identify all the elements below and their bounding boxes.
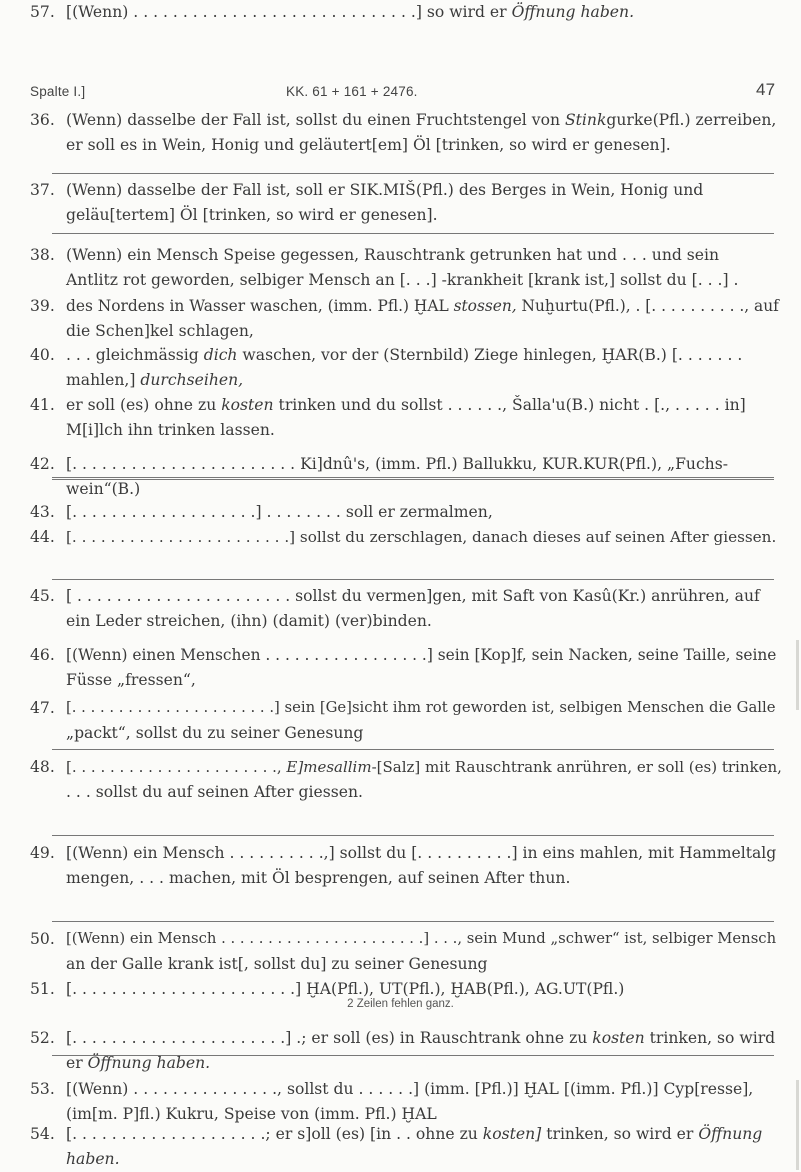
entry-number: 40. xyxy=(30,346,55,364)
text-segment: die Schen]kel schlagen, xyxy=(66,321,254,340)
page-edge-mark xyxy=(796,640,799,710)
entry-line xyxy=(30,0,782,25)
text-segment: [. . . . . . . . . . . . . . . . . . . . . . . Ki]dnû's, (imm. Pfl.) Ballukku, KUR.KUR(Pfl.), „Fuchs- xyxy=(66,455,728,473)
text-segment: „packt“, sollst du zu seiner Genesung xyxy=(66,723,364,742)
entry-line xyxy=(30,108,782,133)
text-entry xyxy=(30,696,782,745)
text-entry xyxy=(30,178,782,227)
italic-segment: stossen, xyxy=(453,297,517,315)
separator-rule xyxy=(52,921,774,922)
italic-segment: haben. xyxy=(66,1149,120,1168)
separator-rule xyxy=(52,1055,774,1056)
text-segment: (Wenn) dasselbe der Fall ist, soll er SIK.MIŠ(Pfl.) des Berges in Wein, Honig und xyxy=(66,181,704,199)
entry-line xyxy=(30,418,782,443)
text-segment: wein“(B.) xyxy=(66,479,141,498)
text-entry xyxy=(30,0,782,25)
text-entry xyxy=(30,343,782,392)
entry-line xyxy=(30,1026,782,1051)
text-entry xyxy=(30,1026,782,1075)
text-segment: [. . . . . . . . . . . . . . . . . . . . . . .] sollst du zerschlagen, danach dieses auf seinen After giessen. xyxy=(66,528,777,546)
separator-rule xyxy=(52,749,774,750)
italic-segment: kosten xyxy=(221,396,274,414)
entry-line xyxy=(30,477,782,502)
entry-line xyxy=(30,780,782,805)
separator-rule xyxy=(52,579,774,580)
text-entry xyxy=(30,1077,782,1126)
entry-number: 52. xyxy=(30,1029,55,1047)
entry-number: 39. xyxy=(30,297,55,315)
entry-line xyxy=(30,1122,782,1147)
entry-number: 57. xyxy=(30,3,55,21)
entry-line xyxy=(30,319,782,344)
text-segment: waschen, vor der (Sternbild) Ziege hinlegen, ḪAR(B.) [. . . . . . . xyxy=(237,346,743,364)
text-segment: gurke(Pfl.) zerreiben, xyxy=(606,111,777,129)
header-reference: KK. 61 + 161 + 2476. xyxy=(286,84,418,99)
text-segment: [(Wenn) . . . . . . . . . . . . . . ., sollst du . . . . . .] (imm. [Pfl.)] ḪAL [(imm. Pfl.)] Cyp[resse], xyxy=(66,1080,754,1098)
page-number: 47 xyxy=(756,80,776,99)
entry-line xyxy=(30,668,782,693)
entry-line xyxy=(30,866,782,891)
entry-line xyxy=(30,696,782,721)
text-segment: mengen, . . . machen, mit Öl besprengen, auf seinen After thun. xyxy=(66,868,571,887)
italic-segment: kosten] xyxy=(482,1125,542,1143)
text-segment: . . . sollst du auf seinen After giessen. xyxy=(66,782,363,801)
text-segment: geläu[tertem] Öl [trinken, so wird er genesen]. xyxy=(66,205,438,224)
entry-line xyxy=(30,500,782,525)
text-segment: er xyxy=(66,1053,88,1072)
entry-line xyxy=(30,393,782,418)
separator-rule xyxy=(52,835,774,836)
entry-number: 47. xyxy=(30,699,55,717)
entry-line xyxy=(30,133,782,158)
entry-line xyxy=(30,755,782,780)
text-segment: [(Wenn) ein Mensch . . . . . . . . . .,] sollst du [. . . . . . . . . .] in eins mahlen, mit Hammeltalg xyxy=(66,844,777,862)
text-entry xyxy=(30,108,782,157)
text-entry xyxy=(30,1122,782,1171)
text-entry xyxy=(30,525,782,550)
text-entry xyxy=(30,500,782,525)
text-entry xyxy=(30,927,782,976)
entry-number: 44. xyxy=(30,528,55,546)
text-segment: [. . . . . . . . . . . . . . . . . . . .; er s]oll (es) [in . . ohne zu xyxy=(66,1125,483,1143)
entry-line xyxy=(30,178,782,203)
text-segment: [. . . . . . . . . . . . . . . . . . . . . .] sein [Ge]sicht ihm rot geworden ist, selbigen Menschen die Galle xyxy=(66,699,776,716)
italic-segment: Öffnung haben. xyxy=(511,3,635,21)
text-segment: trinken und du sollst . . . . . ., Šalla'u(B.) nicht . [., . . . . . in] xyxy=(273,396,746,414)
text-segment: (Wenn) dasselbe der Fall ist, sollst du einen Fruchtstengel von xyxy=(66,111,565,129)
text-segment: M[i]lch ihn trinken lassen. xyxy=(66,420,275,439)
entry-number: 53. xyxy=(30,1080,55,1098)
text-segment: ein Leder streichen, (ihn) (damit) (ver)binden. xyxy=(66,611,432,630)
entry-line xyxy=(30,584,782,609)
text-segment: [. . . . . . . . . . . . . . . . . . .] . . . . . . . . soll er zermalmen, xyxy=(66,503,493,521)
italic-segment: dich xyxy=(203,346,238,364)
text-entry xyxy=(30,643,782,692)
page-edge-mark xyxy=(796,1080,799,1170)
italic-segment: Öffnung xyxy=(698,1125,763,1143)
text-segment: Füsse „fressen“, xyxy=(66,670,196,689)
text-entry xyxy=(30,841,782,890)
entry-line xyxy=(30,343,782,368)
italic-segment: Stink xyxy=(564,111,607,129)
entry-number: 54. xyxy=(30,1125,55,1143)
text-segment: (Wenn) ein Mensch Speise gegessen, Rauschtrank getrunken hat und . . . und sein xyxy=(66,246,720,264)
entry-number: 51. xyxy=(30,980,55,998)
text-segment: [. . . . . . . . . . . . . . . . . . . . . .] .; er soll (es) in Rauschtrank ohne zu xyxy=(66,1029,593,1047)
text-segment: trinken, so wird xyxy=(644,1029,776,1047)
entry-number: 43. xyxy=(30,503,55,521)
entry-number: 38. xyxy=(30,246,55,264)
text-segment: Nuḫurtu(Pfl.), . [. . . . . . . . . ., auf xyxy=(516,297,779,315)
header-column-label: Spalte I.] xyxy=(30,84,86,99)
italic-segment: durchseihen, xyxy=(140,370,244,389)
entry-number: 49. xyxy=(30,844,55,862)
entry-number: 42. xyxy=(30,455,55,473)
entry-line xyxy=(30,525,782,550)
entry-line xyxy=(30,952,782,977)
italic-segment: E]mesallim xyxy=(286,758,372,776)
italic-segment: kosten xyxy=(592,1029,645,1047)
text-segment: er soll (es) ohne zu xyxy=(66,396,222,414)
entry-line xyxy=(30,294,782,319)
separator-rule xyxy=(52,233,774,234)
text-segment: [(Wenn) einen Menschen . . . . . . . . . . . . . . . . .] sein [Kop]f, sein Nacken, seine Taille, seine xyxy=(66,646,777,664)
footnote: 2 Zeilen fehlen ganz. xyxy=(347,998,454,1010)
entry-line xyxy=(30,203,782,228)
text-segment: [ . . . . . . . . . . . . . . . . . . . . . . sollst du vermen]gen, mit Saft von Kasû(Kr.) anrühren, auf xyxy=(66,587,760,605)
text-segment: -[Salz] mit Rauschtrank anrühren, er soll (es) trinken, xyxy=(371,758,782,776)
text-segment: . . . gleichmässig xyxy=(66,346,204,364)
text-entry xyxy=(30,584,782,633)
entry-line xyxy=(30,927,782,952)
text-segment: mahlen,] xyxy=(66,370,141,389)
text-segment: [(Wenn) . . . . . . . . . . . . . . . . . . . . . . . . . . . . .] so wird er xyxy=(66,3,512,21)
entry-line xyxy=(30,452,782,477)
text-segment: [(Wenn) ein Mensch . . . . . . . . . . . . . . . . . . . . . .] . . ., sein Mund „schwer“ ist, selbiger Mensch xyxy=(66,930,777,947)
separator-rule xyxy=(52,477,774,480)
entry-number: 48. xyxy=(30,758,55,776)
text-segment: an der Galle krank ist[, sollst du] zu seiner Genesung xyxy=(66,954,488,973)
entry-line xyxy=(30,368,782,393)
entry-line xyxy=(30,243,782,268)
entry-line xyxy=(30,1077,782,1102)
italic-segment: Öffnung haben. xyxy=(87,1053,211,1072)
entry-line xyxy=(30,841,782,866)
entry-number: 37. xyxy=(30,181,55,199)
text-segment: [. . . . . . . . . . . . . . . . . . . . . ., xyxy=(66,758,287,776)
text-segment: trinken, so wird er xyxy=(541,1125,699,1143)
text-entry xyxy=(30,755,782,804)
text-segment: Antlitz rot geworden, selbiger Mensch an [. . .] -krankheit [krank ist,] sollst du [. . .] . xyxy=(66,270,739,289)
text-segment: des Nordens in Wasser waschen, (imm. Pfl.) ḪAL xyxy=(66,297,454,315)
entry-number: 50. xyxy=(30,930,55,948)
entry-number: 41. xyxy=(30,396,55,414)
text-segment: er soll es in Wein, Honig und geläutert[em] Öl [trinken, so wird er genesen]. xyxy=(66,135,671,154)
text-entry xyxy=(30,393,782,442)
text-segment: [. . . . . . . . . . . . . . . . . . . . . . .] ḪA(Pfl.), UT(Pfl.), ḪAB(Pfl.), AG.UT(Pfl.) xyxy=(66,980,625,998)
text-entry xyxy=(30,243,782,292)
entry-line xyxy=(30,609,782,634)
entry-line xyxy=(30,721,782,746)
separator-rule xyxy=(52,173,774,174)
entry-line xyxy=(30,268,782,293)
entry-number: 46. xyxy=(30,646,55,664)
entry-number: 45. xyxy=(30,587,55,605)
entry-number: 36. xyxy=(30,111,55,129)
entry-line xyxy=(30,1147,782,1172)
entry-line xyxy=(30,643,782,668)
text-entry xyxy=(30,294,782,343)
text-segment: (im[m. P]fl.) Kukru, Speise von (imm. Pfl.) ḪAL xyxy=(66,1104,437,1123)
